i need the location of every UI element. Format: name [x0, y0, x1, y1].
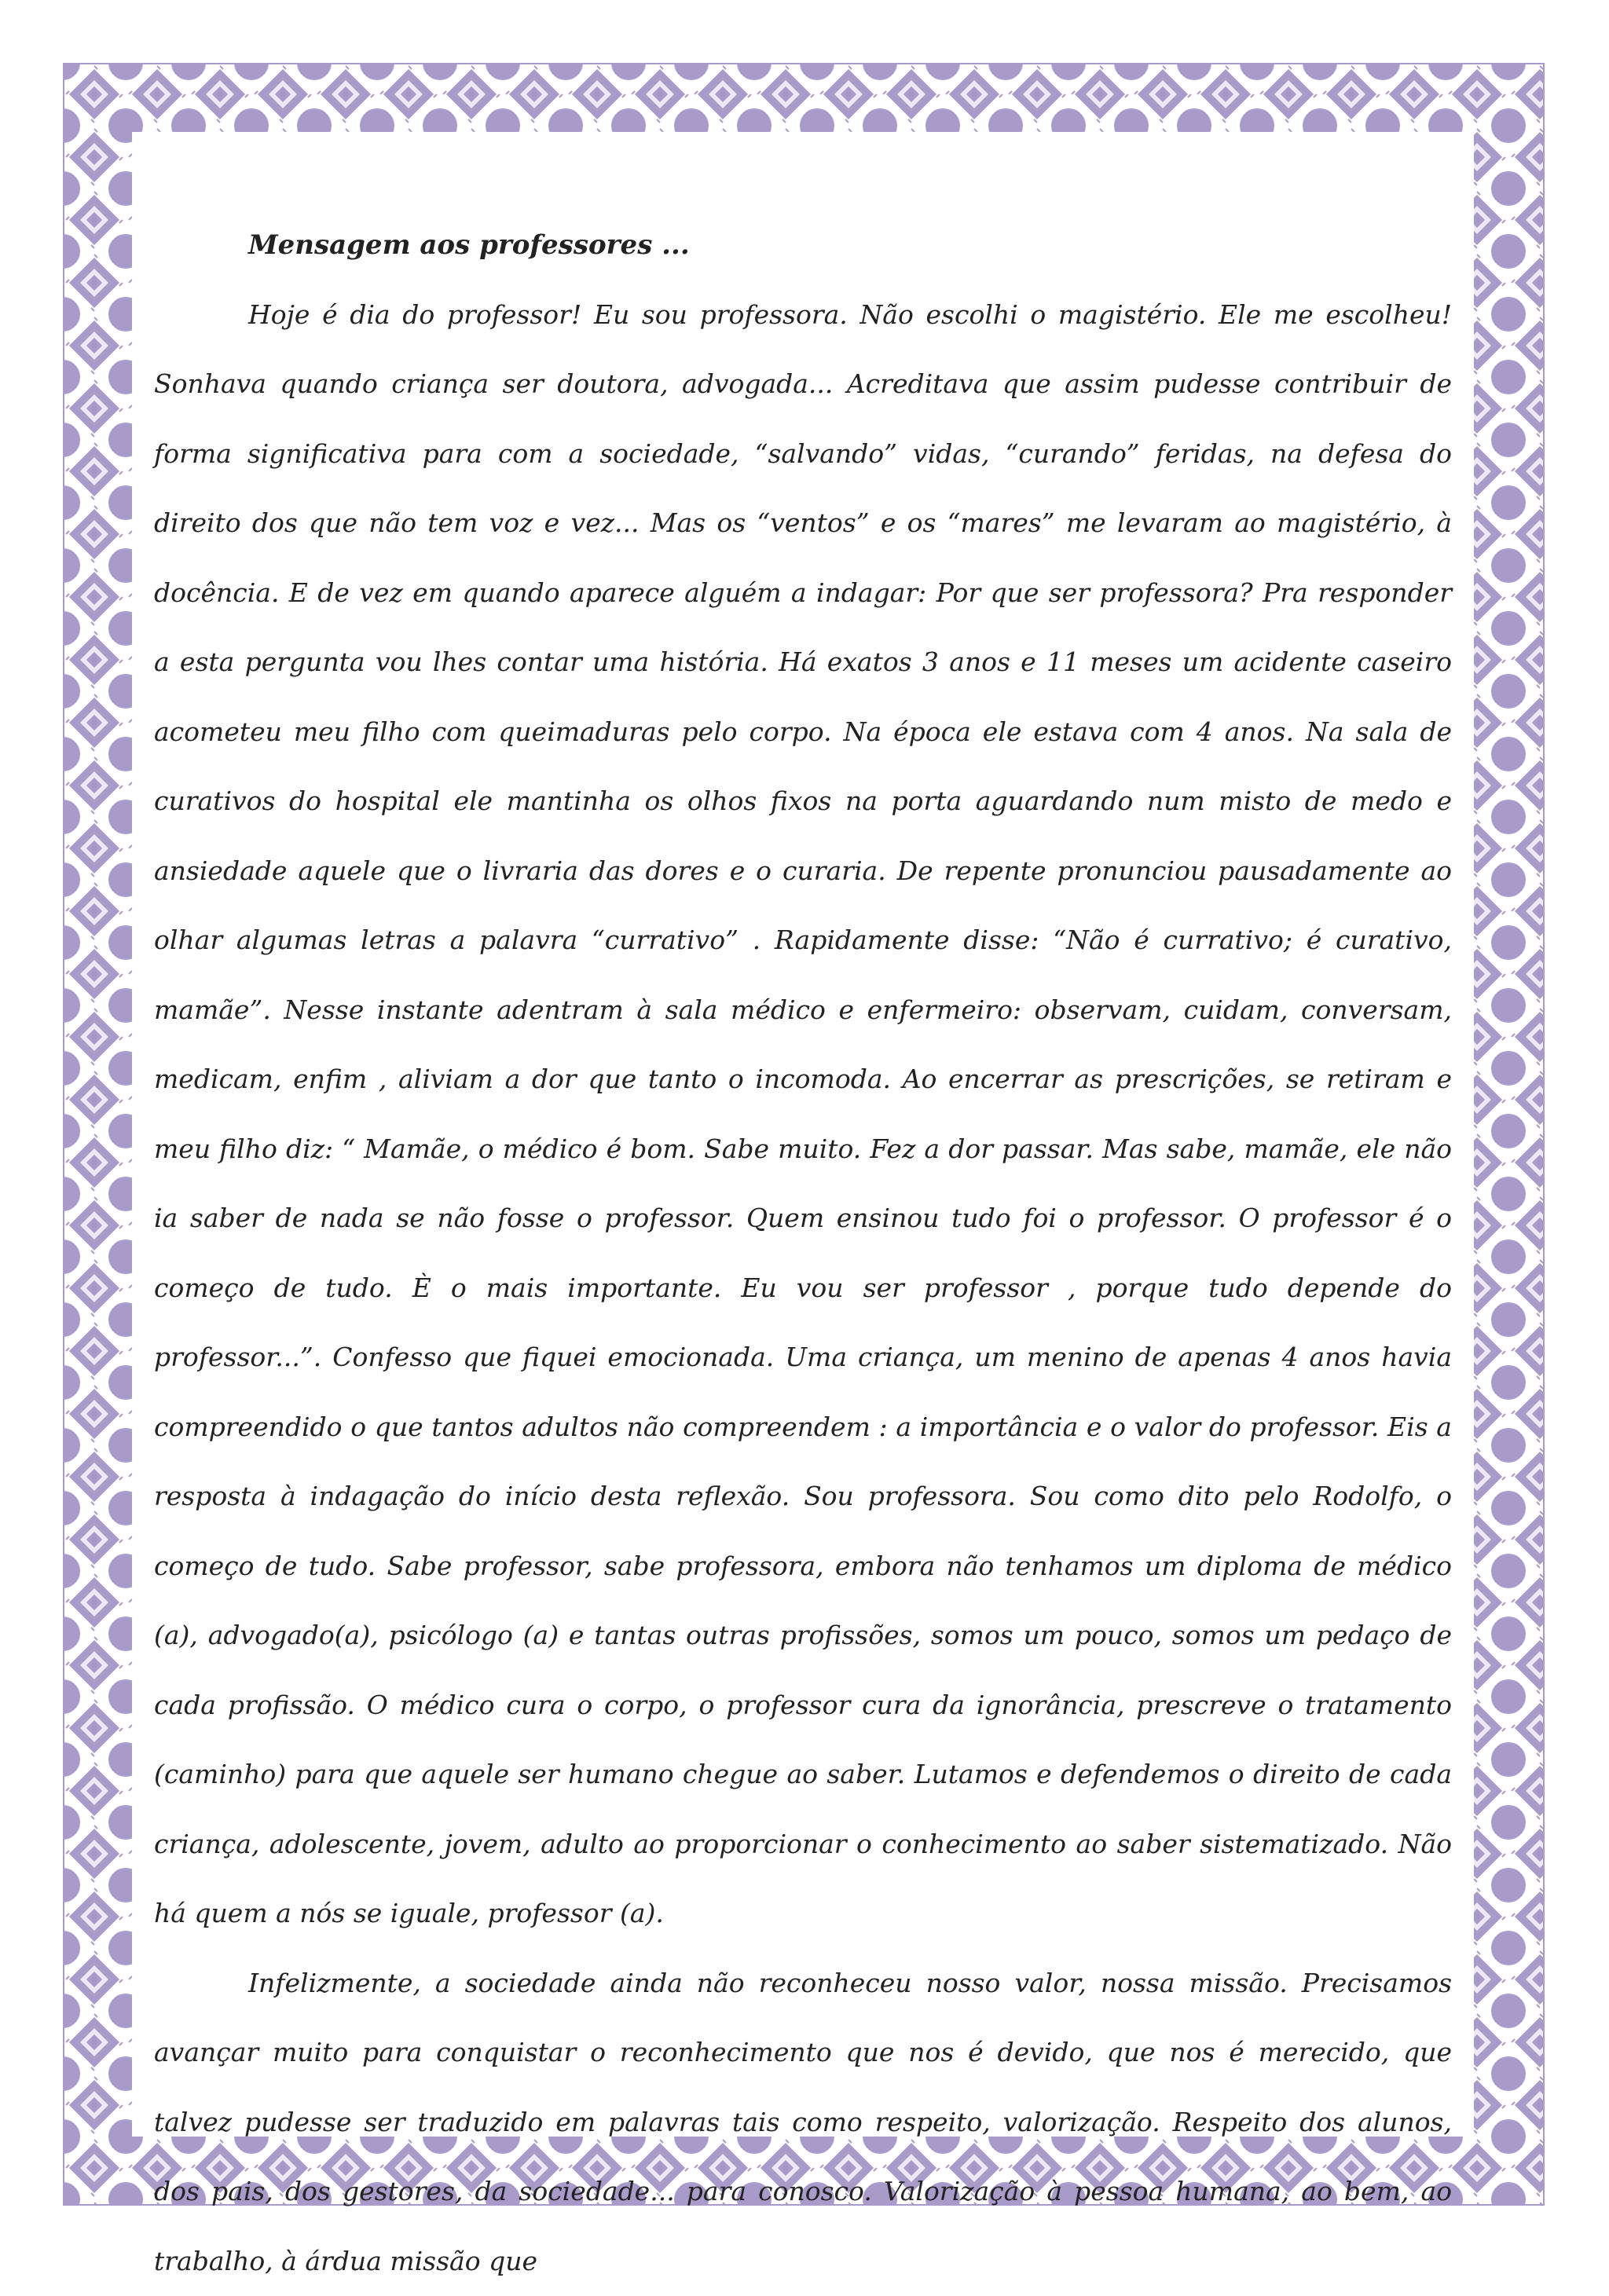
document-title: Mensagem aos professores ... — [248, 211, 1452, 280]
document-body — [154, 211, 1452, 2296]
page-content-area — [132, 132, 1474, 2137]
paragraph-2: Infelizmente, a sociedade ainda não reconheceu nosso valor, nossa missão. Precisamos avançar muito para conquistar o reconhecimento que nos é devido, que nos é merecido, que talvez pudesse ser traduzido em palavras tais como respeito, valorização. Respeito dos alunos, dos pais, dos gestores, da sociedade... para conosco. Valorização à pessoa humana, ao bem, ao trabalho, à árdua missão que — [154, 1949, 1452, 2296]
paragraph-1: Hoje é dia do professor! Eu sou professora. Não escolhi o magistério. Ele me escolheu! Sonhava quando criança ser doutora, advogada... Acreditava que assim pudesse contribuir de forma significativa para com a sociedade, “salvando” vidas, “curando” feridas, na defesa do direito dos que não tem voz e vez... Mas os “ventos” e os “mares” me levaram ao magistério, à docência. E de vez em quando aparece alguém a indagar: Por que ser professora? Pra responder a esta pergunta vou lhes contar uma história. Há exatos 3 anos e 11 meses um acidente caseiro acometeu meu filho com queimaduras pelo corpo. Na época ele estava com 4 anos. Na sala de curativos do hospital ele mantinha os olhos fixos na porta aguardando num misto de medo e ansiedade aquele que o livraria das dores e o curaria. De repente pronunciou pausadamente ao olhar algumas letras a palavra “currativo” . Rapidamente disse: “Não é currativo; é curativo, mamãe”. Nesse instante adentram à sala médico e enfermeiro: observam, cuidam, conversam, medicam, enfim , aliviam a dor que tanto o incomoda. Ao encerrar as prescrições, se retiram e meu filho diz: “ Mamãe, o médico é bom. Sabe muito. Fez a dor passar. Mas sabe, mamãe, ele não ia saber de nada se não fosse o professor. Quem ensinou tudo foi o professor. O professor é o começo de tudo. È o mais importante. Eu vou ser professor , porque tudo depende do professor...”. Confesso que fiquei emocionada. Uma criança, um menino de apenas 4 anos havia compreendido o que tantos adultos não compreendem : a importância e o valor do professor. Eis a resposta à indagação do início desta reflexão. Sou professora. Sou como dito pelo Rodolfo, o começo de tudo. Sabe professor, sabe professora, embora não tenhamos um diploma de médico (a), advogado(a), psicólogo (a) e tantas outras profissões, somos um pouco, somos um pedaço de cada profissão. O médico cura o corpo, o professor cura da ignorância, prescreve o tratamento (caminho) para que aquele ser humano chegue ao saber. Lutamos e defendemos o direito de cada criança, adolescente, jovem, adulto ao proporcionar o conhecimento ao saber sistematizado. Não há quem a nós se iguale, professor (a). — [154, 280, 1452, 1949]
